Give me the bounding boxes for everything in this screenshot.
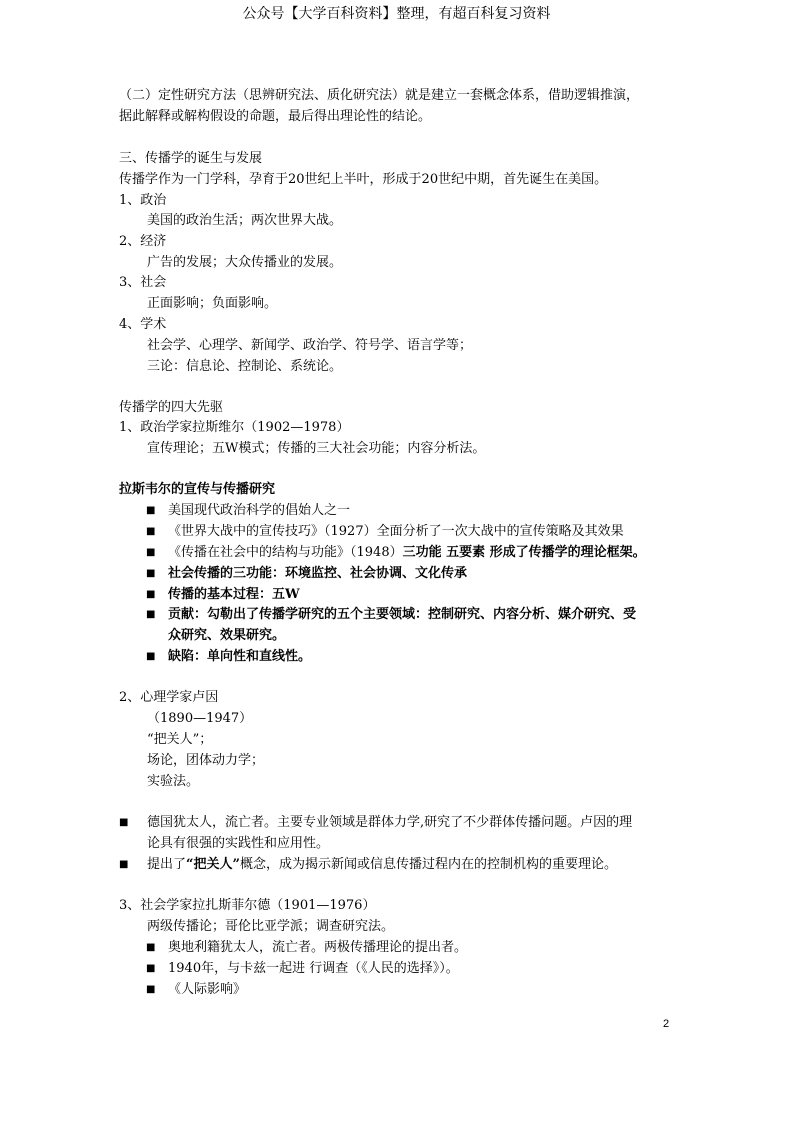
bullet-icon: ■ [146, 984, 156, 995]
factor-academic-detail-1: 社会学、心理学、新闻学、政治学、符号学、语言学等； [147, 338, 473, 353]
pioneer-lewin-field: 场论，团体动力学； [147, 753, 265, 768]
bullet-icon: ■ [146, 651, 156, 662]
lasswell-bullet-4: 社会传播的三功能：环境监控、社会协调、文化传承 [168, 566, 468, 581]
factor-academic: 4、学术 [119, 317, 167, 332]
lasswell-bullet-3 [168, 544, 646, 562]
factor-politics-detail: 美国的政治生活；两次世界大战。 [147, 213, 343, 228]
page-header: 公众号【大学百科资料】整理，有超百科复习资料 [242, 6, 551, 22]
bullet-icon: ■ [146, 547, 156, 558]
factor-society: 3、社会 [119, 275, 167, 290]
pioneer-lazarsfeld-detail: 两级传播论；哥伦比亚学派；调查研究法。 [147, 919, 395, 934]
lewin-bullet-2 [147, 856, 617, 874]
lasswell-research-title: 拉斯韦尔的宣传与传播研究 [119, 482, 276, 497]
lasswell-bullet-1: 美国现代政治科学的倡始人之一 [168, 503, 351, 518]
lazarsfeld-bullet-1: 奥地利籍犹太人，流亡者。两极传播理论的提出者。 [168, 940, 468, 955]
lasswell-bullet-3-emphasis: 三功能 五要素 形成了传播学的理论框架。 [402, 545, 646, 560]
section-intro: 传播学作为一门学科，孕育于20世纪上半叶，形成于20世纪中期，首先诞生在美国。 [119, 172, 608, 187]
method-line-2: 据此解释或解构假设的命题，最后得出理论性的结论。 [119, 109, 432, 124]
method-line-1: （二）定性研究方法（思辨研究法、质化研究法）就是建立一套概念体系，借助逻辑推演， [119, 88, 640, 103]
lewin-bullet-2-prefix: 提出了 [147, 857, 187, 872]
lasswell-bullet-7: 缺陷：单向性和直线性。 [168, 649, 312, 664]
lasswell-bullet-5: 传播的基本过程：五W [168, 587, 300, 602]
bullet-icon: ■ [146, 568, 156, 579]
pioneer-lewin: 2、心理学家卢因 [119, 690, 219, 705]
bullet-icon: ■ [119, 817, 129, 828]
pioneer-lewin-gatekeeper: “把关人”； [147, 732, 213, 747]
pioneer-lazarsfeld: 3、社会学家拉扎斯菲尔德（1901—1976） [119, 898, 376, 913]
lewin-bullet-1-line-1: 德国犹太人，流亡者。主要专业领域是群体力学,研究了不少群体传播问题。卢因的理 [147, 815, 633, 830]
bullet-icon: ■ [146, 942, 156, 953]
lasswell-bullet-2: 《世界大战中的宣传技巧》（1927）全面分析了一次大战中的宣传策略及其效果 [168, 524, 624, 539]
page-number: 2 [663, 1018, 670, 1030]
factor-academic-detail-2: 三论：信息论、控制论、系统论。 [147, 359, 343, 374]
lasswell-bullet-6-line-2: 众研究、效果研究。 [168, 628, 286, 643]
bullet-icon: ■ [146, 963, 156, 974]
pioneer-lewin-years: （1890—1947） [147, 711, 253, 726]
bullet-icon: ■ [146, 609, 156, 620]
lewin-bullet-2-rest: 概念，成为揭示新闻或信息传播过程内在的控制机构的重要理论。 [239, 857, 617, 872]
bullet-icon: ■ [146, 526, 156, 537]
bullet-icon: ■ [146, 589, 156, 600]
factor-economy: 2、经济 [119, 234, 167, 249]
section-heading: 三、传播学的诞生与发展 [119, 151, 263, 166]
factor-politics: 1、政治 [119, 193, 167, 208]
lazarsfeld-bullet-2: 1940年，与卡兹一起进 行调查（《人民的选择》）。 [168, 961, 459, 976]
pioneer-lasswell-detail: 宣传理论；五W模式；传播的三大社会功能；内容分析法。 [147, 441, 486, 456]
lewin-bullet-2-term: “把关人” [186, 857, 240, 872]
pioneers-heading: 传播学的四大先驱 [119, 400, 224, 415]
lasswell-bullet-3-book: 《传播在社会中的结构与功能》（1948） [168, 545, 403, 560]
pioneer-lasswell: 1、政治学家拉斯维尔（1902—1978） [119, 420, 350, 435]
factor-society-detail: 正面影响；负面影响。 [147, 296, 278, 311]
lasswell-bullet-6-line-1: 贡献：勾勒出了传播学研究的五个主要领域：控制研究、内容分析、媒介研究、受 [168, 607, 637, 622]
bullet-icon: ■ [119, 859, 129, 870]
pioneer-lewin-method: 实验法。 [147, 774, 200, 789]
lewin-bullet-1-line-2: 论具有很强的实践性和应用性。 [147, 836, 330, 851]
lazarsfeld-bullet-3: 《人际影响》 [168, 982, 247, 997]
factor-economy-detail: 广告的发展；大众传播业的发展。 [147, 255, 343, 270]
bullet-icon: ■ [146, 505, 156, 516]
